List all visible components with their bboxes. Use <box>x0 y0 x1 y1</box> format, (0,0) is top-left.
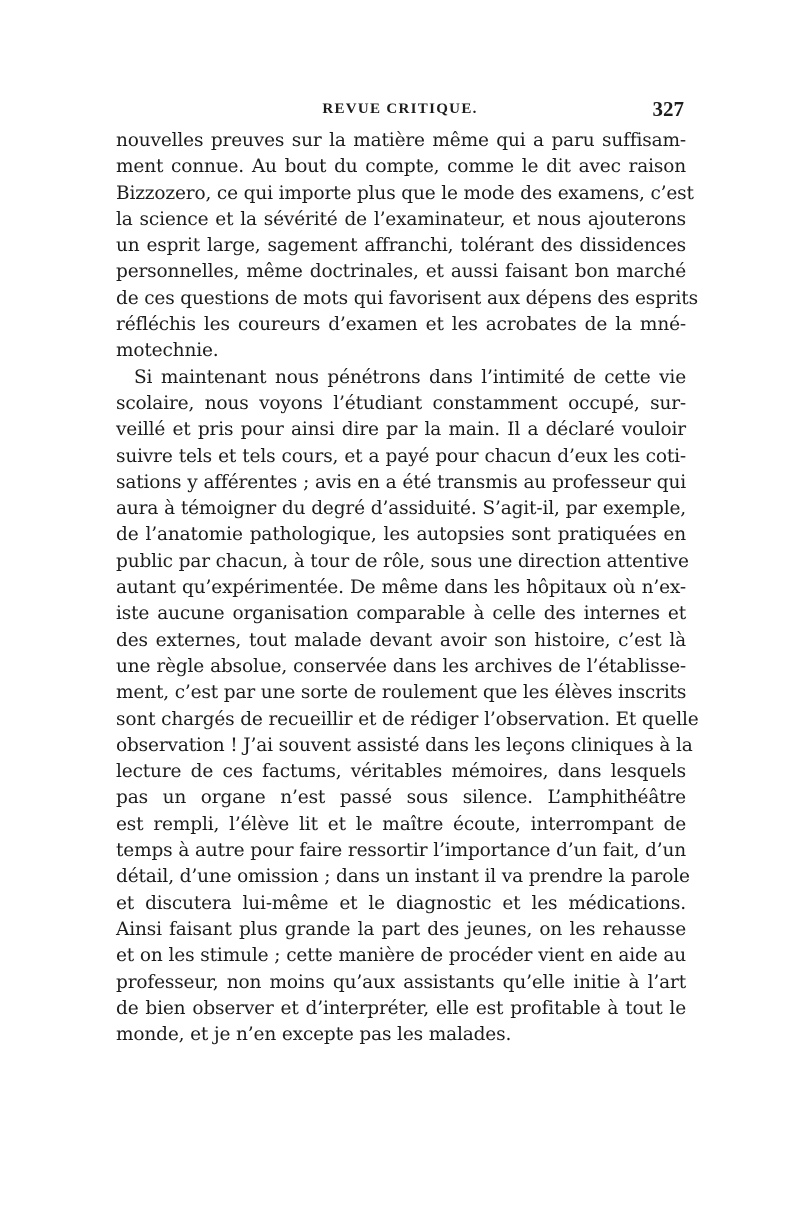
text-line: pas un organe n’est passé sous silence. L’amphithéâtre <box>116 787 686 809</box>
text-line: et discutera lui-même et le diagnostic et les médications. <box>116 892 686 914</box>
text-line: personnelles, même doctrinales, et aussi faisant bon marché <box>116 261 686 283</box>
text-line: iste aucune organisation comparable à celle des internes et <box>116 603 686 625</box>
text-line: ment, c’est par une sorte de roulement que les élèves inscrits <box>116 682 687 704</box>
text-line: un esprit large, sagement affranchi, tolérant des dissidences <box>116 235 686 257</box>
text-line: temps à autre pour faire ressortir l’importance d’un fait, d’un <box>116 840 686 862</box>
paragraph-start-line: Si maintenant nous pénétrons dans l’intimité de cette vie <box>134 366 686 388</box>
text-line: la science et la sévérité de l’examinateur, et nous ajouterons <box>116 208 686 230</box>
paragraph-end-line: monde, et je n’en excepte pas les malades. <box>116 1024 512 1046</box>
text-line: Ainsi faisant plus grande la part des jeunes, on les rehausse <box>116 918 686 940</box>
text-line: suivre tels et tels cours, et a payé pour chacun d’eux les coti- <box>116 445 686 467</box>
text-line: aura à témoigner du degré d’assiduité. S’agit-il, par exemple, <box>116 498 686 520</box>
text-line: est rempli, l’élève lit et le maître écoute, interrompant de <box>116 813 686 835</box>
running-title: REVUE CRITIQUE. <box>322 101 478 117</box>
text-line: une règle absolue, conservée dans les archives de l’établisse- <box>116 655 686 677</box>
text-line: autant qu’expérimentée. De même dans les hôpitaux où n’ex- <box>116 577 686 599</box>
text-line: lecture de ces factums, véritables mémoires, dans lesquels <box>116 761 686 783</box>
text-line: scolaire, nous voyons l’étudiant constamment occupé, sur- <box>116 392 686 414</box>
body-text <box>116 128 699 1048</box>
text-line: de bien observer et d’interpréter, elle est profitable à tout le <box>116 997 686 1019</box>
text-line: réfléchis les coureurs d’examen et les acrobates de la mné- <box>116 314 686 336</box>
text-line: de ces questions de mots qui favorisent aux dépens des esprits <box>116 287 698 309</box>
running-head <box>116 99 684 123</box>
text-line: public par chacun, à tour de rôle, sous une direction attentive <box>116 550 689 572</box>
text-line: des externes, tout malade devant avoir son histoire, c’est là <box>116 629 686 651</box>
text-line: de l’anatomie pathologique, les autopsies sont pratiquées en <box>116 524 686 546</box>
text-line: veillé et pris pour ainsi dire par la main. Il a déclaré vouloir <box>116 419 686 441</box>
page-number: 327 <box>652 97 684 121</box>
text-line: et on les stimule ; cette manière de procéder vient en aide au <box>116 945 686 967</box>
text-line: ment connue. Au bout du compte, comme le dit avec raison <box>116 156 686 178</box>
text-line: nouvelles preuves sur la matière même qui a paru suffisam- <box>116 130 686 151</box>
text-line: Bizzozero, ce qui importe plus que le mode des examens, c’est <box>116 182 694 204</box>
text-line: sations y afférentes ; avis en a été transmis au professeur qui <box>116 471 686 493</box>
text-line: observation ! J’ai souvent assisté dans les leçons cliniques à la <box>116 734 693 756</box>
text-line: sont chargés de recueillir et de rédiger l’observation. Et quelle <box>116 708 699 730</box>
paragraph-end-line: motechnie. <box>116 340 219 362</box>
text-line: professeur, non moins qu’aux assistants qu’elle initie à l’art <box>116 971 686 993</box>
text-line: détail, d’une omission ; dans un instant il va prendre la parole <box>116 866 690 888</box>
